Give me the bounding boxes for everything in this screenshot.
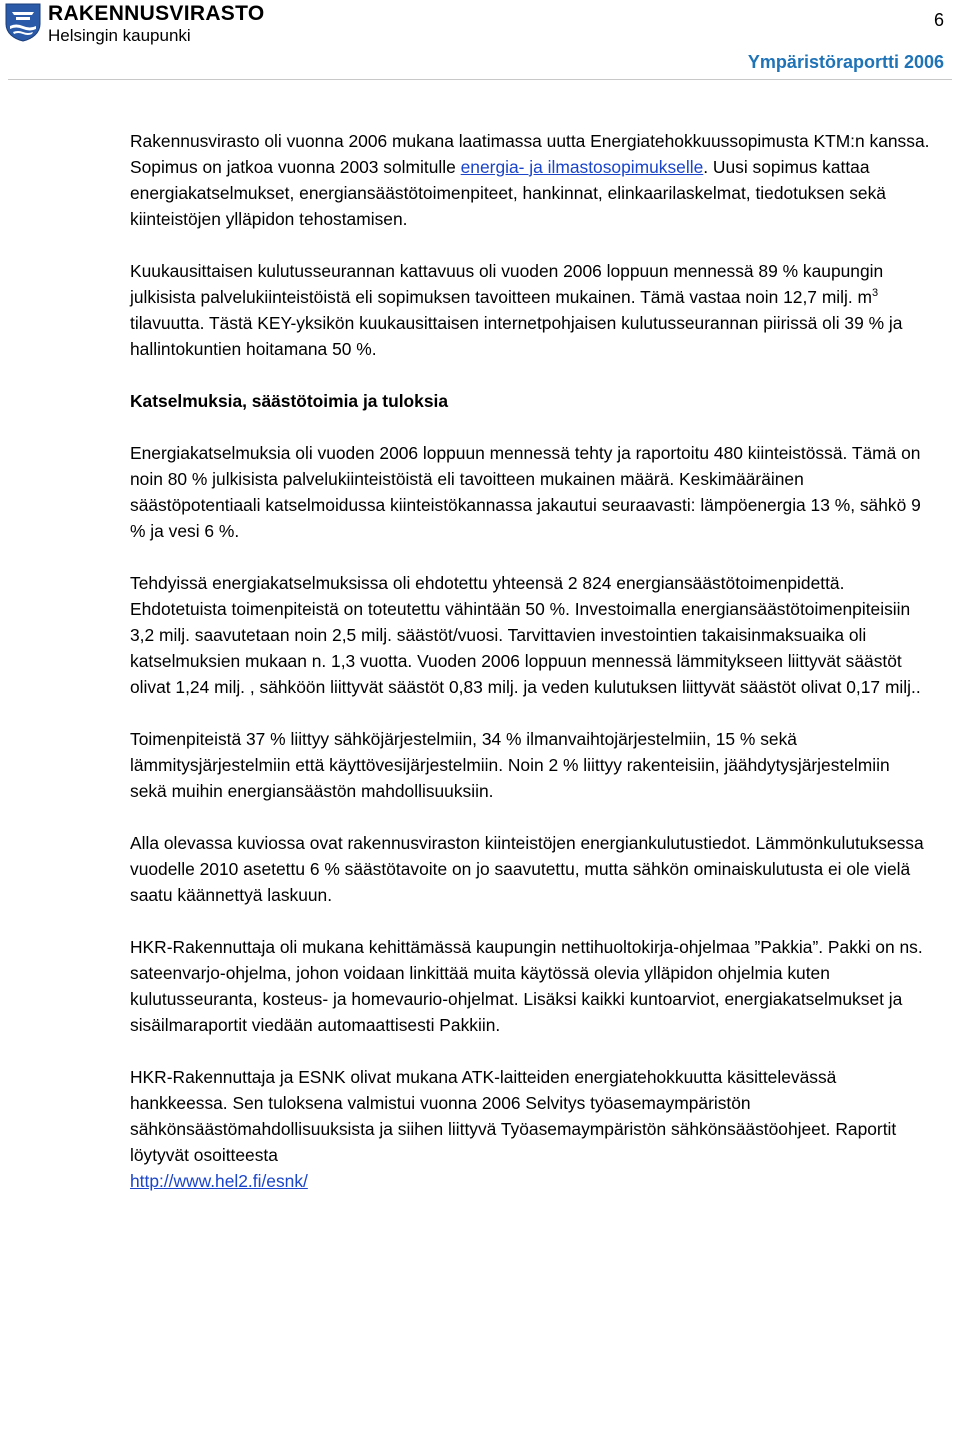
paragraph-6: Alla olevassa kuviossa ovat rakennusviraston kiinteistöjen energiankulutustiedot. Lämmönkulutuksessa vuodelle 2010 asetettu 6 % säästötavoite on jo saavutettu, mutta sähkön ominaiskulutusta ei ole vielä saatu käännettyä laskuun. [130,833,924,905]
paragraph-2-start: Kuukausittaisen kulutusseurannan kattavuus oli vuoden 2006 loppuun mennessä 89 % kaupungin julkisista palvelukiinteistöistä eli sopimuksen tavoitteen mukainen. Tämä vastaa noin 12,7 milj. m [130,261,884,307]
paragraph-1 [130,128,930,232]
city-name: Helsingin kaupunki [48,26,191,45]
header-divider [8,79,952,80]
paragraph-5: Toimenpiteistä 37 % liittyy sähköjärjestelmiin, 34 % ilmanvaihtojärjestelmiin, 15 % sekä lämmitysjärjestelmiin että käyttövesijärjestelmiin. Noin 2 % liittyy rakenteisiin, jäähdytysjärjestelmiin sekä muihin energiansäästön mahdollisuuksiin. [130,729,890,801]
paragraph-4: Tehdyissä energiakatselmuksissa oli ehdotettu yhteensä 2 824 energiansäästötoimenpidettä. Ehdotetuista toimenpiteistä on toteutettu vähintään 50 %. Investoimalla energiansäästötoimenpiteisiin 3,2 milj. saavutetaan noin 2,5 milj. säästöt/vuosi. Tarvittavien investointien takaisinmaksuaika oli katselmuksien mukaan n. 1,3 vuotta. Vuoden 2006 loppuun mennessä lämmitykseen liittyvät säästöt olivat 1,24 milj. , sähköön liittyvät säästöt 0,83 milj. ja veden kulutuksen liittyvät säästöt olivat 0,17 milj.. [130,573,921,697]
helsinki-crest-icon [4,2,42,42]
section-heading: Katselmuksia, säästötoimia ja tuloksia [130,391,448,411]
energy-climate-agreement-link[interactable]: energia- ja ilmastosopimukselle [460,157,704,177]
page-header [0,0,960,80]
paragraph-3: Energiakatselmuksia oli vuoden 2006 loppuun mennessä tehty ja raportoitu 480 kiinteistössä. Tämä on noin 80 % julkisista palvelukiinteistöistä eli tavoitteen mukainen määrä. Keskimääräinen säästöpotentiaali katselmoidussa kiinteistökannassa jakautui seuraavasti: lämpöenergia 13 %, sähkö 9 % ja vesi 6 %. [130,443,921,541]
paragraph-2-end: tilavuutta. Tästä KEY-yksikön kuukausittaisen internetpohjaisen kulutusseurannan piirissä oli 39 % ja hallintokuntien hoitamana 50 %. [130,313,903,359]
paragraph-2 [130,258,930,362]
document-body [130,128,930,1220]
paragraph-8-text: HKR-Rakennuttaja ja ESNK olivat mukana ATK-laitteiden energiatehokkuutta käsittelevässä hankkeessa. Sen tuloksena valmistui vuonna 2006 Selvitys työasemaympäristön sähkönsäästömahdollisuuksista ja siihen liittyvä Työasemaympäristön sähkönsäästöohjeet. Raportit löytyvät osoitteesta [130,1067,897,1165]
paragraph-1-end: . Uusi sopimus kattaa energiakatselmukset, energiansäästötoimenpiteet, hankinnat, elinkaarilaskelmat, tiedotuksen sekä kiinteistöjen ylläpidon tehostamisen. [130,157,886,229]
logo [4,2,264,44]
paragraph-7: HKR-Rakennuttaja oli mukana kehittämässä kaupungin nettihuoltokirja-ohjelmaa ”Pakkia”. Pakki on ns. sateenvarjo-ohjelma, johon voidaan linkittää muita käytössä olevia ylläpidon ohjelmia kuten kulutusseuranta, kosteus- ja homevaurio-ohjelmat. Lisäksi kaikki kuntoarviot, energiakatselmukset ja sisäilmaraportit viedään automaattisesti Pakkiin. [130,937,923,1035]
paragraph-1-start: Rakennusvirasto oli vuonna 2006 mukana laatimassa uutta Energiatehokkuussopimusta KTM:n kanssa. Sopimus on jatkoa vuonna 2003 solmitulle [130,131,930,177]
esnk-url-link[interactable]: http://www.hel2.fi/esnk/ [130,1171,308,1191]
paragraph-8 [130,1064,930,1194]
report-title: Ympäristöraportti 2006 [747,52,944,72]
superscript-3: 3 [872,287,879,299]
page-number: 6 [933,10,944,30]
brand-name: RAKENNUSVIRASTO [48,2,265,25]
